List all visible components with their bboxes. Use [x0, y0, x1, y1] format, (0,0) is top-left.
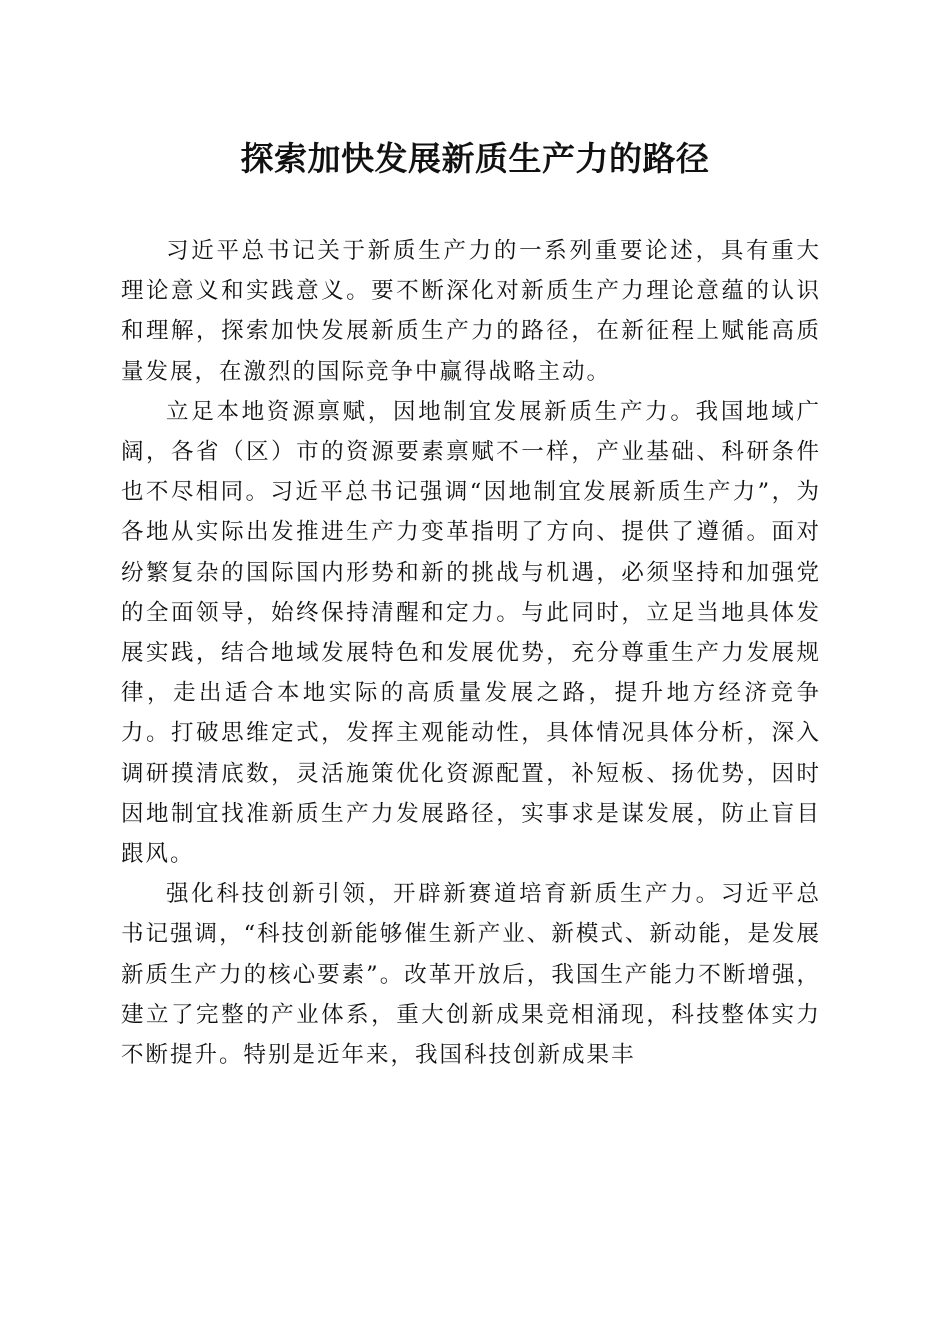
paragraph-tech-innovation: 强化科技创新引领，开辟新赛道培育新质生产力。习近平总书记强调，“科技创新能够催生新产业、新模式、新动能，是发展新质生产力的核心要素”。改革开放后，我国生产能力不断增强，建立了完整的产业体系，重大创新成果竞相涌现，科技整体实力不断提升。特别是近年来，我国科技创新成果丰: [121, 881, 821, 1069]
document-body: [121, 231, 821, 1075]
paragraph-intro: 习近平总书记关于新质生产力的一系列重要论述，具有重大理论意义和实践意义。要不断深化对新质生产力理论意蕴的认识和理解，探索加快发展新质生产力的路径，在新征程上赋能高质量发展，在激烈的国际竞争中赢得战略主动。: [121, 238, 821, 385]
paragraph-local-resources: 立足本地资源禀赋，因地制宜发展新质生产力。我国地域广阔，各省（区）市的资源要素禀赋不一样，产业基础、科研条件也不尽相同。习近平总书记强调“因地制宜发展新质生产力”，为各地从实际出发推进生产力变革指明了方向、提供了遵循。面对纷繁复杂的国际国内形势和新的挑战与机遇，必须坚持和加强党的全面领导，始终保持清醒和定力。与此同时，立足当地具体发展实践，结合地域发展特色和发展优势，充分尊重生产力发展规律，走出适合本地实际的高质量发展之路，提升地方经济竞争力。打破思维定式，发挥主观能动性，具体情况具体分析，深入调研摸清底数，灵活施策优化资源配置，补短板、扬优势，因时因地制宜找准新质生产力发展路径，实事求是谋发展，防止盲目跟风。: [121, 398, 821, 868]
document-title: 探索加快发展新质生产力的路径: [240, 139, 710, 178]
